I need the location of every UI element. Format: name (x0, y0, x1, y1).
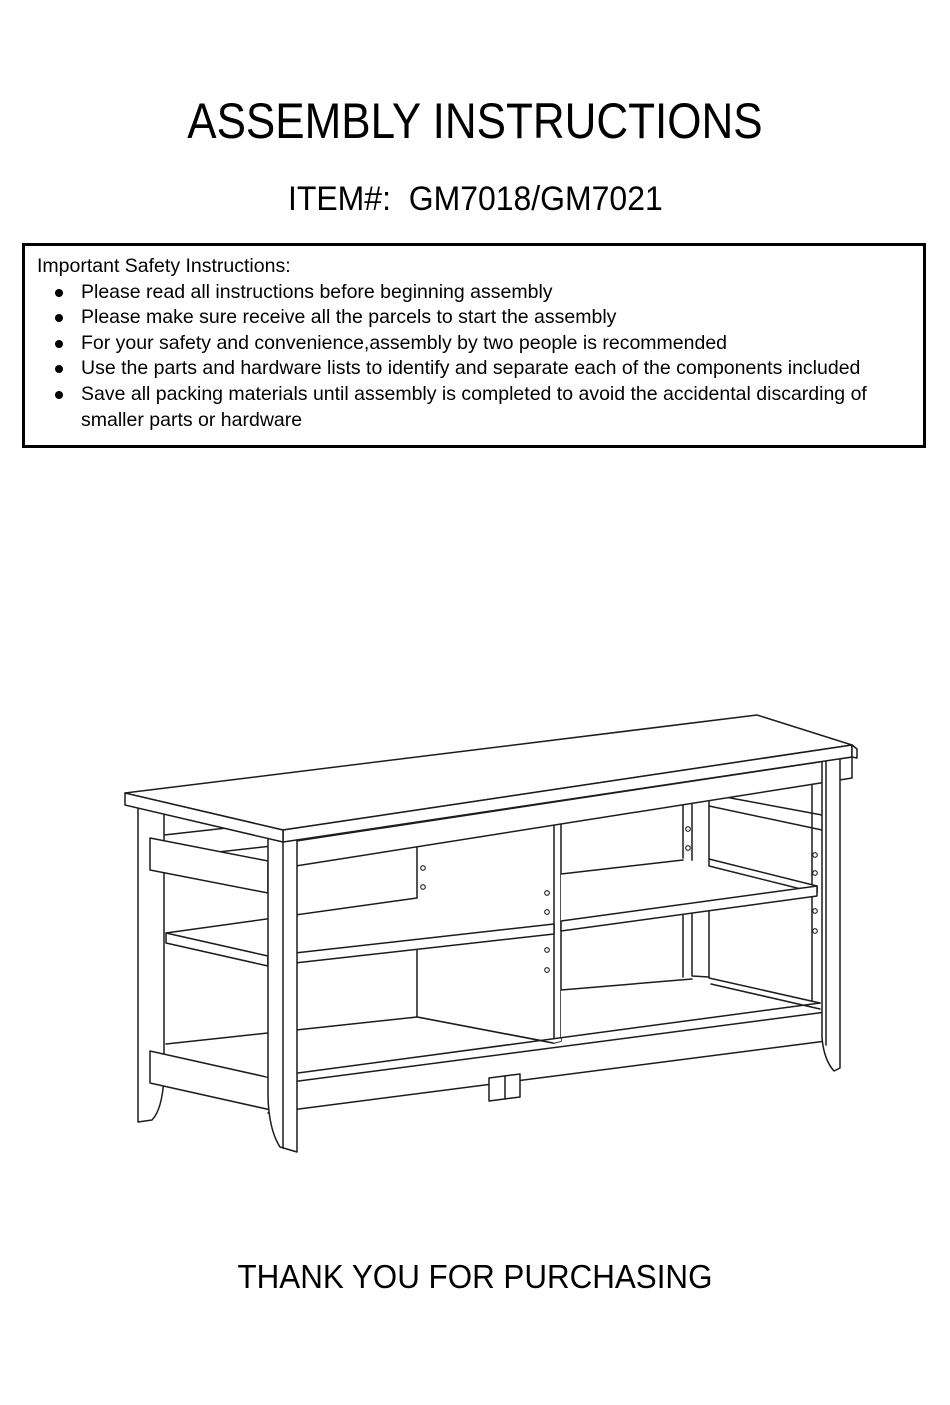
left-side-apron (150, 838, 268, 893)
shelf-pin-hole (686, 827, 691, 832)
front-right-leg (822, 753, 840, 1071)
safety-bullet-item: Save all packing materials until assembly is completed to avoid the accidental discarding of smaller parts or hardware (37, 382, 909, 433)
right-side-apron (709, 794, 822, 830)
safety-bullet-item: Use the parts and hardware lists to identify and separate each of the components included (37, 356, 909, 382)
shelf-pin-hole (813, 853, 818, 858)
safety-heading: Important Safety Instructions: (37, 255, 291, 277)
shelf-pin-hole (686, 846, 691, 851)
shelf-pin-hole (421, 866, 426, 871)
shelf-pin-hole (813, 871, 818, 876)
page-title-text: ASSEMBLY INSTRUCTIONS (187, 93, 763, 149)
front-left-leg (268, 831, 297, 1152)
shelf-pin-hole (813, 909, 818, 914)
safety-bullet-item: For your safety and convenience,assembly by two people is recommended (37, 331, 909, 357)
center-foot (489, 1074, 520, 1101)
shelf-pin-hole (421, 885, 426, 890)
shelf-pin-hole (545, 948, 550, 953)
safety-bullet-item: Please read all instructions before beginning assembly (37, 280, 909, 306)
shelf-pin-hole (545, 968, 550, 973)
safety-bullet-item: Please make sure receive all the parcels to start the assembly (37, 305, 909, 331)
item-number-text: ITEM#: GM7018/GM7021 (287, 180, 663, 218)
right-middle-shelf (561, 859, 817, 931)
shelf-pin-hole (813, 929, 818, 934)
footer-thank-you (0, 1258, 950, 1296)
shelf-pin-hole (545, 910, 550, 915)
footer-text: THANK YOU FOR PURCHASING (237, 1258, 713, 1295)
shelf-pin-hole (545, 891, 550, 896)
